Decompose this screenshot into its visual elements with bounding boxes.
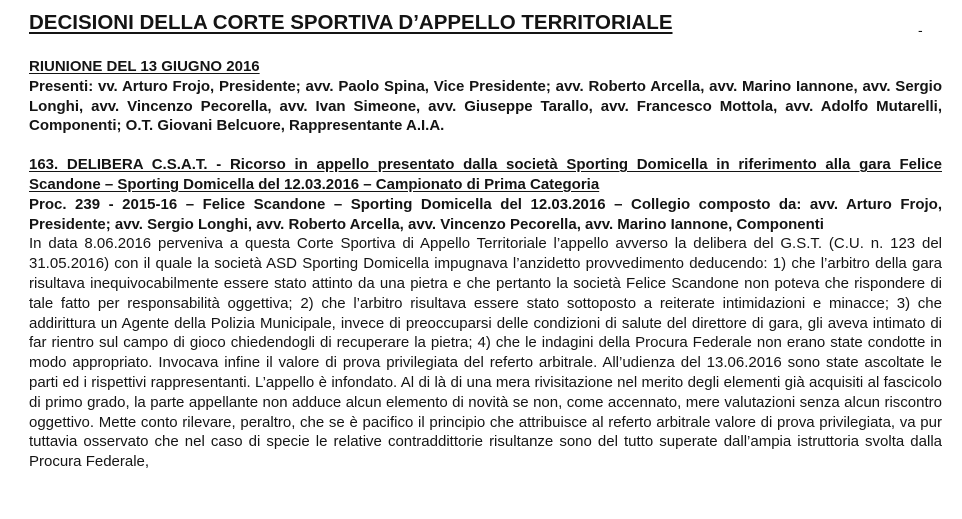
attendees-paragraph: Presenti: vv. Arturo Frojo, Presidente; avv. Paolo Spina, Vice Presidente; avv. Roberto Arcella, avv. Marino Iannone, avv. Sergio Longhi, avv. Vincenzo Pecorella, avv. Ivan Simeone, avv. Giuseppe Tarallo, avv. Francesco Mottola, avv. Adolfo Mutarelli, Componenti; O.T. Giovani Belcuore, Rappresentante A.I.A.: [29, 77, 942, 135]
meeting-section: [29, 57, 942, 136]
decision-section: [29, 155, 942, 472]
procedure-paragraph: Proc. 239 - 2015-16 – Felice Scandone – Sporting Domicella del 12.03.2016 – Collegio composto da: avv. Arturo Frojo, Presidente; avv. Sergio Longhi, avv. Roberto Arcella, avv. Vincenzo Pecorella, avv. Marino Iannone, Componenti: [29, 195, 942, 233]
decision-body: In data 8.06.2016 perveniva a questa Corte Sportiva di Appello Territoriale l’appello avverso la delibera del G.S.T. (C.U. n. 123 del 31.05.2016) con il quale la società ASD Sporting Domicella impugnava l’anzidetto provvedimento deducendo: 1) che l’arbitro della gara risultava inequivocabilmente essere stato attinto da una pietra e che pertanto la società Felice Scandone non poteva che rispondere di tale fatto per responsabilità oggettiva; 2) che l’arbitro risultava essere stato sottoposto a reiterate intimidazioni e minacce; 3) che addirittura un Agente della Polizia Municipale, invece di preoccuparsi delle condizioni di salute del direttore di gara, gli aveva intimato di far rientro sul campo di gioco chiedendogli di recuperare la pietra; 4) che le indagini della Procura Federale non erano state condotte in modo appropriato. Invocava infine il valore di prova privilegiata del referto arbitrale. All’udienza del 13.06.2016 sono state ascoltate le parti ed i rispettivi rappresentanti. L’appello è infondato. Al di là di una mera rivisitazione nel merito degli elementi già acquisiti al fascicolo di primo grado, la parte appellante non adduce alcun elemento di novità se non, come accennato, mere valutazioni senza alcun riscontro oggettivo. Mette conto rilevare, peraltro, che se è pacifico il principio che attribuisce al referto arbitrale valore di prova privilegiata, va pur tuttavia osservato che nel caso di specie le relative contraddittorie risultanze sono del tutto superate dall’ampia istruttoria svolta dalla Procura Federale,: [29, 235, 942, 471]
decision-heading: 163. DELIBERA C.S.A.T. - Ricorso in appello presentato dalla società Sporting Domicella in riferimento alla gara Felice Scandone – Sporting Domicella del 12.03.2016 – Campionato di Prima Categoria: [29, 156, 942, 193]
page-title: DECISIONI DELLA CORTE SPORTIVA D’APPELLO TERRITORIALE: [29, 11, 673, 34]
margin-mark: -: [918, 22, 924, 38]
meeting-date-heading: RIUNIONE DEL 13 GIUGNO 2016: [29, 58, 260, 75]
